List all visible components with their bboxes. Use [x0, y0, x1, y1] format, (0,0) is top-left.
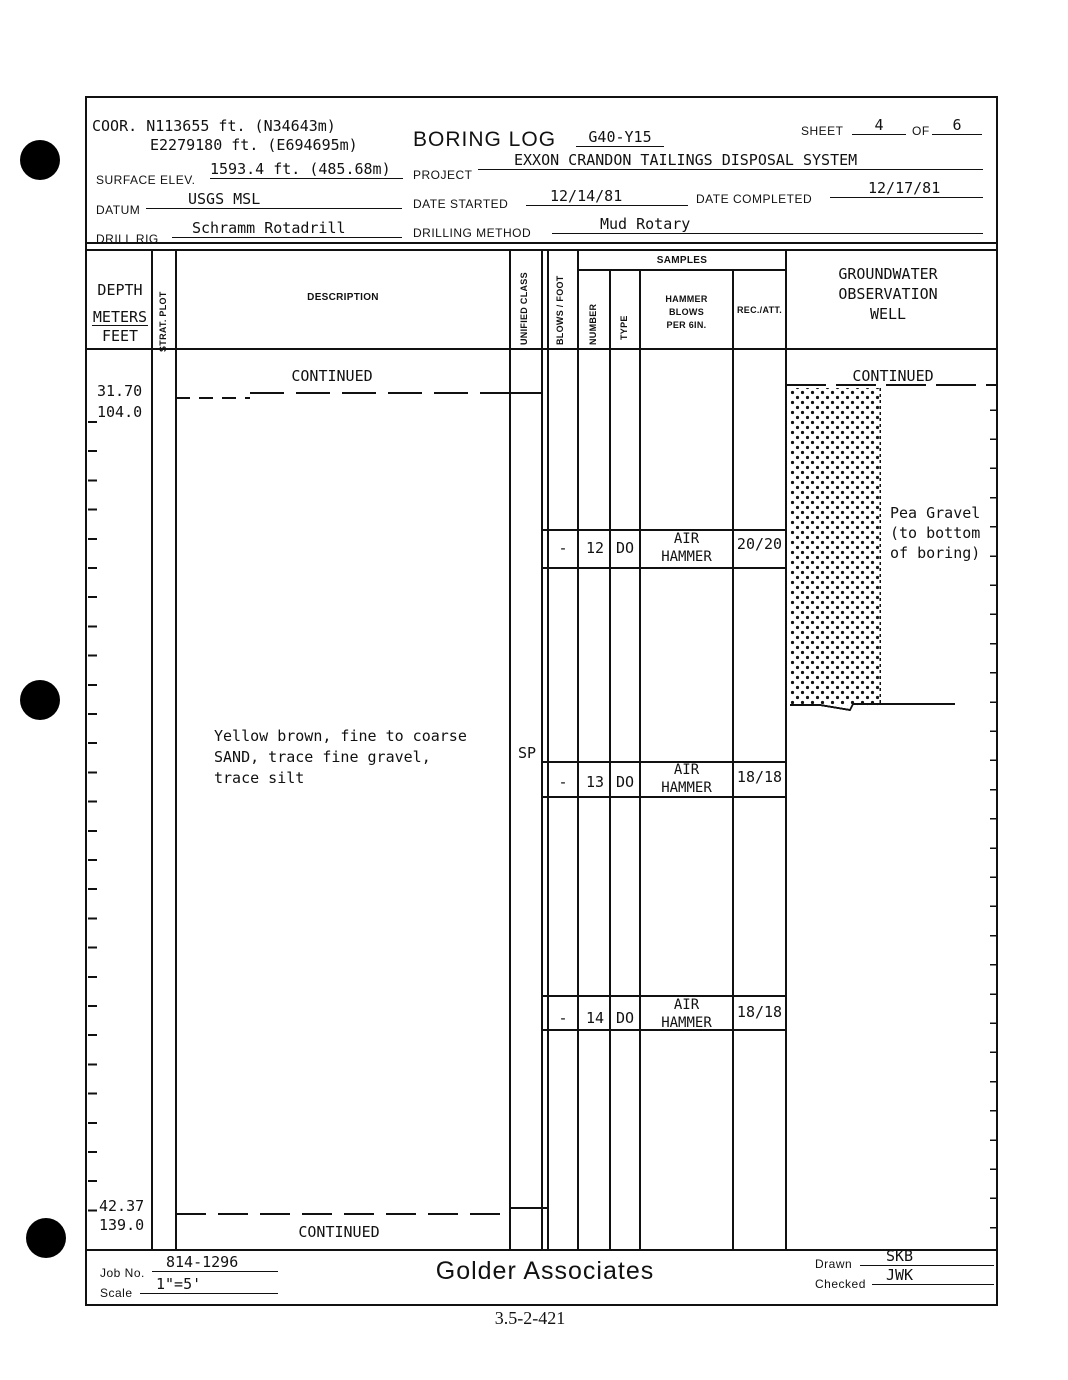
- col-hammer-line1: HAMMER: [665, 294, 708, 304]
- col-number: NUMBER: [588, 303, 598, 345]
- well-note-line-2: (to bottom: [890, 524, 981, 542]
- coor-easting: E2279180 ft. (E694695m): [150, 136, 358, 154]
- col-strat-plot: STRAT. PLOT: [158, 291, 168, 352]
- col-observation: OBSERVATION: [838, 285, 938, 303]
- continued-top: CONTINUED: [291, 367, 373, 385]
- sheet-label: SHEET: [801, 124, 844, 138]
- datum-label: DATUM: [96, 203, 141, 217]
- sheet-total: 6: [932, 116, 982, 135]
- sample-hammer-line1: AIR: [673, 997, 700, 1013]
- col-description: DESCRIPTION: [307, 292, 379, 303]
- well-note-line-3: of boring): [890, 544, 981, 562]
- col-unified-class: UNIFIED CLASS: [519, 272, 529, 345]
- sample-type: DO: [615, 773, 635, 791]
- sample-blows: -: [558, 773, 568, 791]
- surface-elev-value: 1593.4 ft. (485.68m): [210, 160, 403, 179]
- boring-log-title: BORING LOG: [413, 128, 557, 151]
- surface-elev-label: SURFACE ELEV.: [96, 173, 196, 187]
- col-hammer-line3: PER 6IN.: [666, 320, 707, 330]
- sample-blows: -: [558, 539, 568, 557]
- date-started-value: 12/14/81: [526, 187, 688, 206]
- col-type: TYPE: [619, 315, 629, 340]
- of-label: OF: [912, 124, 930, 138]
- checked-value: JWK: [872, 1266, 994, 1285]
- sample-number: 14: [585, 1009, 605, 1027]
- date-completed-value: 12/17/81: [830, 179, 983, 198]
- sample-blows: -: [558, 1009, 568, 1027]
- col-depth: DEPTH: [97, 281, 143, 299]
- sample-type: DO: [615, 539, 635, 557]
- sample-type: DO: [615, 1009, 635, 1027]
- depth-bottom-feet: 139.0: [99, 1216, 145, 1234]
- well-note-line-1: Pea Gravel: [890, 504, 981, 522]
- depth-bottom-meters: 42.37: [99, 1197, 145, 1215]
- sample-hammer-line1: AIR: [673, 531, 700, 547]
- project-label: PROJECT: [413, 168, 473, 182]
- col-groundwater: GROUNDWATER: [838, 265, 938, 283]
- sample-hammer-line2: HAMMER: [661, 549, 712, 565]
- page-reference: 3.5-2-421: [494, 1308, 566, 1328]
- company-name: Golder Associates: [435, 1257, 655, 1285]
- description-line-3: trace silt: [214, 769, 305, 787]
- sheet-number: 4: [852, 116, 906, 135]
- datum-value: USGS MSL: [146, 190, 402, 209]
- drilling-method-value: Mud Rotary: [552, 215, 983, 234]
- drill-rig-label: DRILL RIG: [96, 232, 159, 246]
- coor-label: COOR.: [92, 117, 138, 135]
- sample-rec: 20/20: [736, 535, 783, 553]
- sample-hammer-line2: HAMMER: [661, 1015, 712, 1031]
- scale-value: 1"=5': [140, 1275, 278, 1294]
- drawn-value: SKB: [860, 1247, 994, 1266]
- col-blows-foot: BLOWS / FOOT: [555, 275, 565, 345]
- pea-gravel-fill: [790, 388, 880, 706]
- job-label: Job No.: [100, 1266, 145, 1280]
- drill-rig-value: Schramm Rotadrill: [172, 219, 402, 238]
- scale-label: Scale: [100, 1286, 133, 1300]
- sample-number: 13: [585, 773, 605, 791]
- description-line-1: Yellow brown, fine to coarse: [214, 727, 467, 745]
- col-hammer-line2: BLOWS: [669, 307, 704, 317]
- col-rec-att: REC./ATT.: [736, 305, 783, 315]
- checked-label: Checked: [815, 1277, 866, 1291]
- project-value: EXXON CRANDON TAILINGS DISPOSAL SYSTEM: [478, 151, 983, 170]
- date-completed-label: DATE COMPLETED: [696, 192, 813, 206]
- coor-northing: N113655 ft. (N34643m): [146, 117, 336, 135]
- sample-hammer-line2: HAMMER: [661, 780, 712, 796]
- col-feet: FEET: [101, 327, 139, 345]
- drawn-label: Drawn: [815, 1257, 853, 1271]
- continued-bottom: CONTINUED: [298, 1223, 380, 1241]
- depth-top-feet: 104.0: [97, 403, 143, 421]
- col-samples: SAMPLES: [656, 255, 708, 266]
- sample-number: 12: [585, 539, 605, 557]
- description-line-2: SAND, trace fine gravel,: [214, 748, 431, 766]
- job-value: 814-1296: [152, 1253, 278, 1272]
- drilling-method-label: DRILLING METHOD: [413, 226, 532, 240]
- boring-id: G40-Y15: [576, 128, 664, 147]
- sample-rec: 18/18: [736, 1003, 783, 1021]
- unified-class-value: SP: [517, 744, 537, 762]
- well-continued: CONTINUED: [852, 367, 934, 385]
- col-meters: METERS: [92, 308, 148, 326]
- col-well: WELL: [869, 305, 907, 323]
- sample-rec: 18/18: [736, 768, 783, 786]
- date-started-label: DATE STARTED: [413, 197, 509, 211]
- sample-hammer-line1: AIR: [673, 762, 700, 778]
- depth-top-meters: 31.70: [97, 382, 143, 400]
